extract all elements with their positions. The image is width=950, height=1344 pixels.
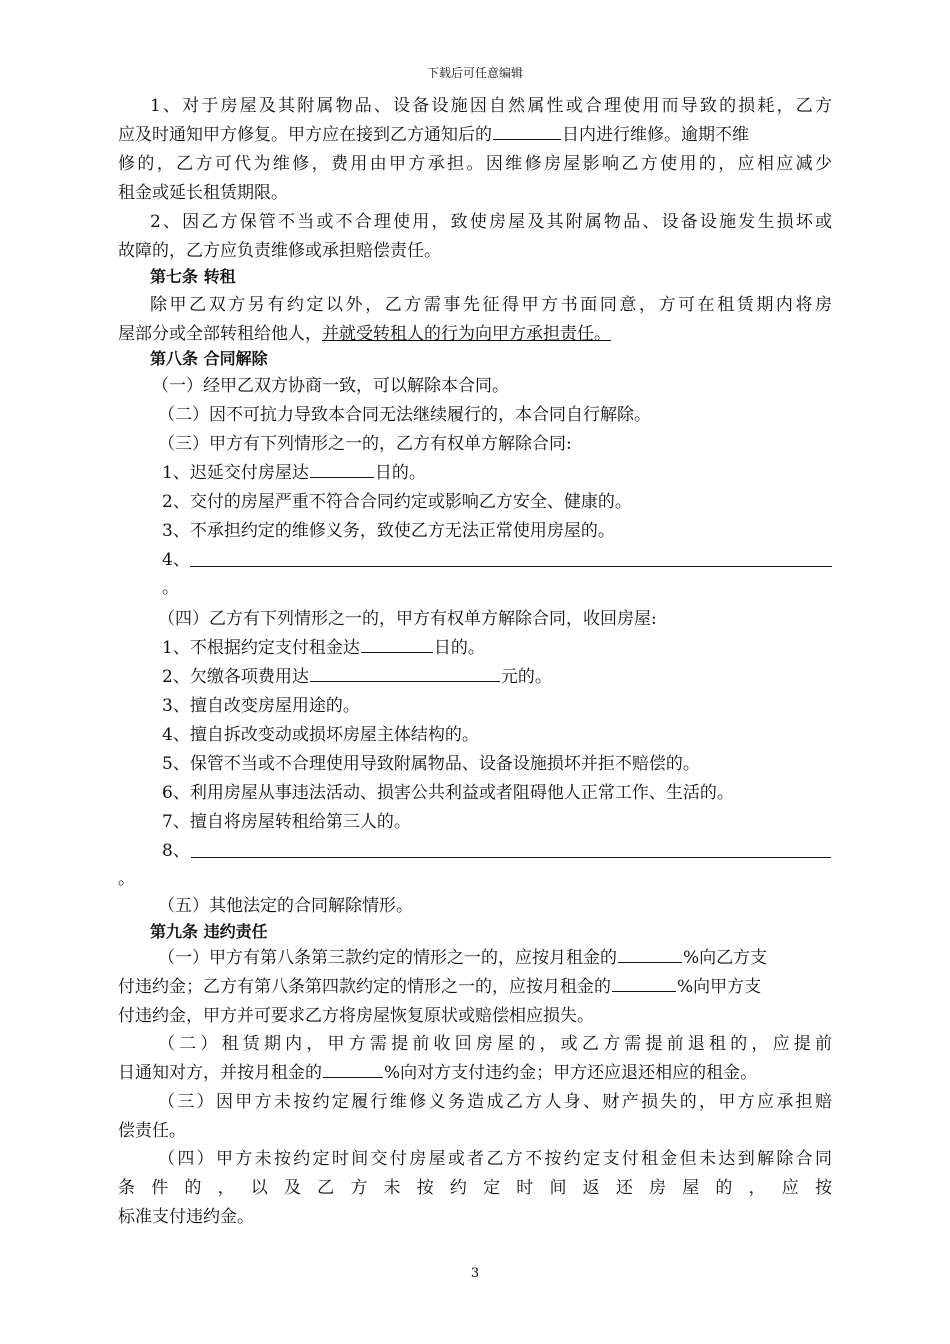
article-9-clause-2-line-1: （二）租赁期内，甲方需提前收回房屋的，或乙方需提前退租的，应提前 xyxy=(158,1034,832,1054)
article-9-clause-4-line-1: （四）甲方未按约定时间交付房屋或者乙方不按约定支付租金但未达到解除合同 xyxy=(158,1149,832,1169)
article-9-clause-4-line-3: 标准支付违约金。 xyxy=(118,1207,254,1227)
article-7-title: 第七条 转租 xyxy=(150,267,236,286)
delay-days-blank[interactable] xyxy=(310,460,374,478)
penalty-rate-tenant-blank[interactable] xyxy=(612,974,676,992)
article-8-clause-4-item-1: 1、不根据约定支付租金达 日的。 xyxy=(162,635,876,661)
rent-overdue-days-blank[interactable] xyxy=(361,635,433,653)
article-8-clause-4-item-7: 7、擅自将房屋转租给第三人的。 xyxy=(162,812,411,832)
penalty-rate-landlord-blank[interactable] xyxy=(618,945,682,963)
item-4-period: 。 xyxy=(162,578,179,598)
article-8-clause-1: （一）经甲乙双方协商一致，可以解除本合同。 xyxy=(152,376,509,396)
page-number: 3 xyxy=(470,1266,480,1281)
article-9-clause-1-line-2: 付违约金；乙方有第八条第四款约定的情形之一的，应按月租金的 %向甲方支 xyxy=(118,974,832,1000)
early-termination-rate-blank[interactable] xyxy=(323,1060,383,1078)
article-8-clause-4-item-5: 5、保管不当或不合理使用导致附属物品、设备设施损坏并拒不赔偿的。 xyxy=(162,754,700,774)
clause-6-1-line-3: 修的，乙方可代为维修，费用由甲方承担。因维修房屋影响乙方使用的，应相应减少 xyxy=(118,154,832,174)
article-8-clause-4-item-2: 2、欠缴各项费用达 元的。 xyxy=(162,664,876,690)
article-8-clause-5: （五）其他法定的合同解除情形。 xyxy=(158,896,413,916)
article-8-clause-3-item-2: 2、交付的房屋严重不符合合同约定或影响乙方安全、健康的。 xyxy=(162,492,632,512)
clause-6-1-line-1: 1、对于房屋及其附属物品、设备设施因自然属性或合理使用而导致的损耗，乙方 xyxy=(150,96,832,116)
article-9-title: 第九条 违约责任 xyxy=(150,922,268,941)
article-9-clause-1-line-1: （一）甲方有第八条第三款约定的情形之一的，应按月租金的 %向乙方支 xyxy=(158,945,832,971)
article-8-clause-4-item-4: 4、擅自拆改变动或损坏房屋主体结构的。 xyxy=(162,725,479,745)
fee-amount-blank[interactable] xyxy=(310,664,500,682)
clause-6-2-line-1: 2、因乙方保管不当或不合理使用，致使房屋及其附属物品、设备设施发生损坏或 xyxy=(150,212,832,232)
article-8-clause-4-item-3: 3、擅自改变房屋用途的。 xyxy=(162,696,360,716)
article-8-clause-3: （三）甲方有下列情形之一的，乙方有权单方解除合同: xyxy=(158,434,572,454)
item-4-fill-line[interactable] xyxy=(190,566,832,567)
article-9-clause-3-line-1: （三）因甲方未按约定履行维修义务造成乙方人身、财产损失的，甲方应承担赔 xyxy=(158,1092,832,1112)
article-8-clause-4: （四）乙方有下列情形之一的，甲方有权单方解除合同，收回房屋: xyxy=(158,609,657,629)
clause-6-2-line-2: 故障的，乙方应负责维修或承担赔偿责任。 xyxy=(118,241,441,261)
clause-6-1-line-4: 租金或延长租赁期限。 xyxy=(118,183,288,203)
article-7-line-1: 除甲乙双方另有约定以外，乙方需事先征得甲方书面同意，方可在租赁期内将房 xyxy=(150,295,832,315)
repair-days-blank[interactable] xyxy=(493,122,561,140)
clause-6-1-line-2: 应及时通知甲方修复。甲方应在接到乙方通知后的 日内进行维修。逾期不维 xyxy=(118,122,832,148)
article-7-line-2: 屋部分或全部转租给他人，并就受转租人的行为向甲方承担责任。 xyxy=(118,324,611,344)
article-8-clause-4-item-8: 8、 xyxy=(162,841,190,861)
article-8-clause-4-item-6: 6、利用房屋从事违法活动、损害公共利益或者阻碍他人正常工作、生活的。 xyxy=(162,783,734,803)
item-8-period: 。 xyxy=(118,869,135,889)
article-8-clause-3-item-3: 3、不承担约定的维修义务，致使乙方无法正常使用房屋的。 xyxy=(162,521,615,541)
article-9-clause-1-line-3: 付违约金，甲方并可要求乙方将房屋恢复原状或赔偿相应损失。 xyxy=(118,1006,594,1026)
article-8-clause-2: （二）因不可抗力导致本合同无法继续履行的，本合同自行解除。 xyxy=(158,405,651,425)
article-8-clause-3-item-1: 1、迟延交付房屋达 日的。 xyxy=(162,460,876,486)
article-9-clause-3-line-2: 偿责任。 xyxy=(118,1121,186,1141)
article-9-clause-2-line-2: 日通知对方，并按月租金的 %向对方支付违约金；甲方还应退还相应的租金。 xyxy=(118,1060,832,1086)
article-9-clause-4-line-2: 条件的，以及乙方未按约定时间返还房屋的，应按 xyxy=(118,1178,832,1198)
article-8-title: 第八条 合同解除 xyxy=(150,349,268,368)
page-header: 下载后可任意编辑 xyxy=(426,66,523,80)
item-8-fill-line[interactable] xyxy=(191,857,831,858)
article-8-clause-3-item-4: 4、 xyxy=(162,550,190,570)
